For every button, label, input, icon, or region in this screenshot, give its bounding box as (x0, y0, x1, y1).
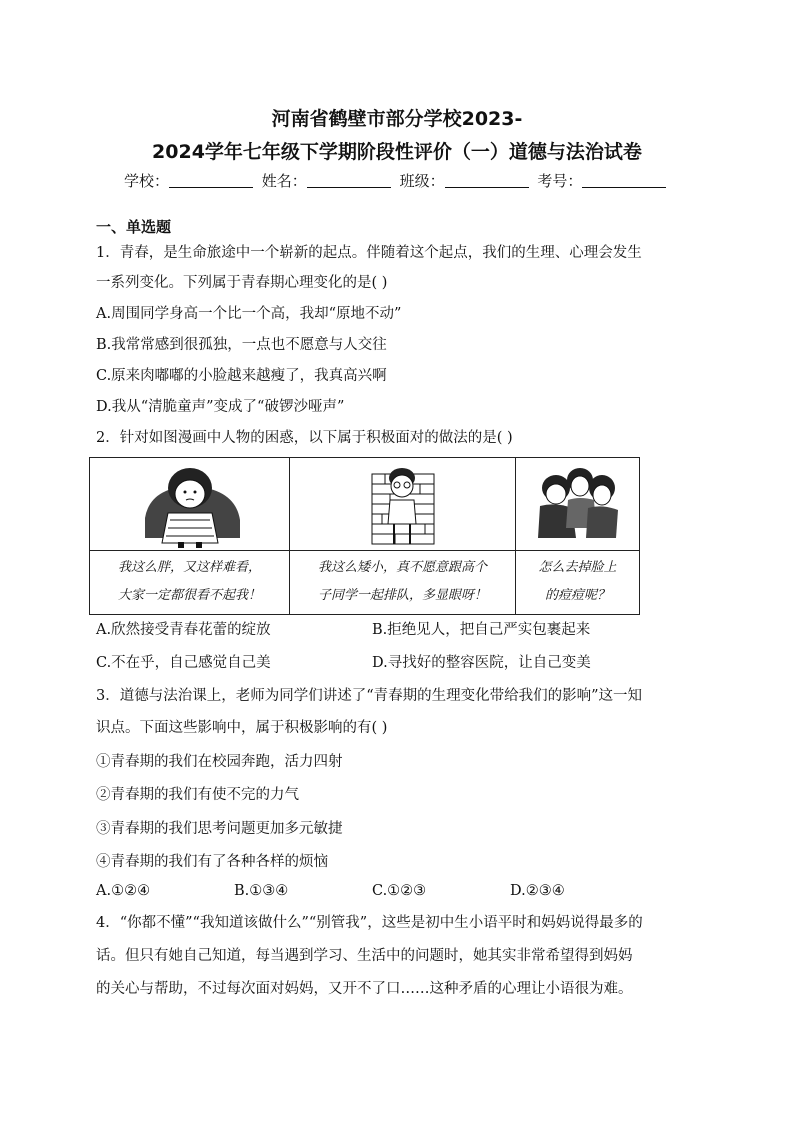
q4-line3: 的关心与帮助，不过每次面对妈妈，又开不了口……这种矛盾的心理让小语很为难。 (96, 981, 633, 997)
q3-option-d[interactable]: D.②③④ (510, 883, 565, 899)
q1-option-d[interactable]: D.我从“清脆童声”变成了“破锣沙哑声” (96, 399, 345, 415)
exam-number-label: 考号： (537, 172, 583, 190)
comic-table (89, 457, 640, 615)
school-label: 学校： (124, 172, 170, 190)
name-blank[interactable] (307, 173, 391, 188)
exam-number-blank[interactable] (582, 173, 666, 188)
caption-2-line1: 我这么矮小，真不愿意跟高个 (317, 560, 487, 575)
class-blank[interactable] (445, 173, 529, 188)
q3-item-3: ③青春期的我们思考问题更加多元敏捷 (96, 821, 343, 837)
caption-3-line1: 怎么去掉脸上 (538, 560, 617, 575)
caption-3-line2: 的痘痘呢？ (544, 588, 610, 603)
school-blank[interactable] (169, 173, 253, 188)
q3-item-2: ②青春期的我们有使不完的力气 (96, 787, 299, 803)
q2-option-b[interactable]: B.拒绝见人，把自己严实包裹起来 (372, 622, 591, 638)
q2-option-a[interactable]: A.欣然接受青春花蕾的绽放 (96, 622, 271, 638)
q4-line1: 4．“你都不懂”“我知道该做什么”“别管我”，这些是初中生小语平时和妈妈说得最多的 (96, 915, 643, 931)
q3-stem-line1: 3．道德与法治课上，老师为同学们讲述了“青春期的生理变化带给我们的影响”这一知 (96, 688, 643, 704)
comic-panel-2 (290, 458, 516, 614)
comic-image-short-boy (290, 458, 515, 551)
caption-1-line2: 大家一定都很看不起我！ (117, 588, 261, 603)
q1-option-a[interactable]: A.周围同学身高一个比一个高，我却“原地不动” (96, 306, 402, 322)
q2-option-c[interactable]: C.不在乎，自己感觉自己美 (96, 655, 271, 671)
comic-caption-3 (516, 554, 639, 610)
q4-line2: 话。但只有她自己知道，每当遇到学习、生活中的问题时，她其实非常希望得到妈妈 (96, 948, 633, 964)
q1-stem-line1: 1．青春，是生命旅途中一个崭新的起点。伴随着这个起点，我们的生理、心理会发生 (96, 245, 642, 261)
q3-option-b[interactable]: B.①③④ (234, 883, 289, 899)
q3-stem-line2: 识点。下面这些影响中，属于积极影响的有( ) (96, 720, 388, 736)
q3-item-4: ④青春期的我们有了各种各样的烦恼 (96, 854, 328, 870)
q3-option-a[interactable]: A.①②④ (96, 883, 151, 899)
exam-title-line1: 河南省鹤壁市部分学校2023- (271, 108, 523, 130)
q1-option-b[interactable]: B.我常常感到很孤独，一点也不愿意与人交往 (96, 337, 387, 353)
q1-option-c[interactable]: C.原来肉嘟嘟的小脸越来越瘦了，我真高兴啊 (96, 368, 387, 384)
name-label: 姓名： (261, 172, 307, 190)
class-label: 班级： (399, 172, 445, 190)
student-info-row (124, 170, 684, 191)
q2-stem: 2．针对如图漫画中人物的困惑，以下属于积极面对的做法的是( ) (96, 430, 513, 446)
exam-title-line2: 2024学年七年级下学期阶段性评价（一）道德与法治试卷 (152, 141, 642, 163)
caption-2-line2: 子同学一起排队，多显眼呀！ (317, 588, 487, 603)
q3-option-c[interactable]: C.①②③ (372, 883, 427, 899)
caption-1-line1: 我这么胖，又这样难看， (117, 560, 261, 575)
q3-item-1: ①青春期的我们在校园奔跑，活力四射 (96, 754, 343, 770)
comic-caption-1 (90, 554, 289, 610)
section-title: 一、单选题 (96, 218, 172, 236)
comic-panel-1 (90, 458, 290, 614)
comic-panel-3 (516, 458, 639, 614)
q1-stem-line2: 一系列变化。下列属于青春期心理变化的是( ) (96, 275, 388, 291)
comic-caption-2 (290, 554, 515, 610)
q2-option-d[interactable]: D.寻找好的整容医院，让自己变美 (372, 655, 591, 671)
comic-image-pimples (516, 458, 639, 551)
comic-image-girl (90, 458, 289, 551)
